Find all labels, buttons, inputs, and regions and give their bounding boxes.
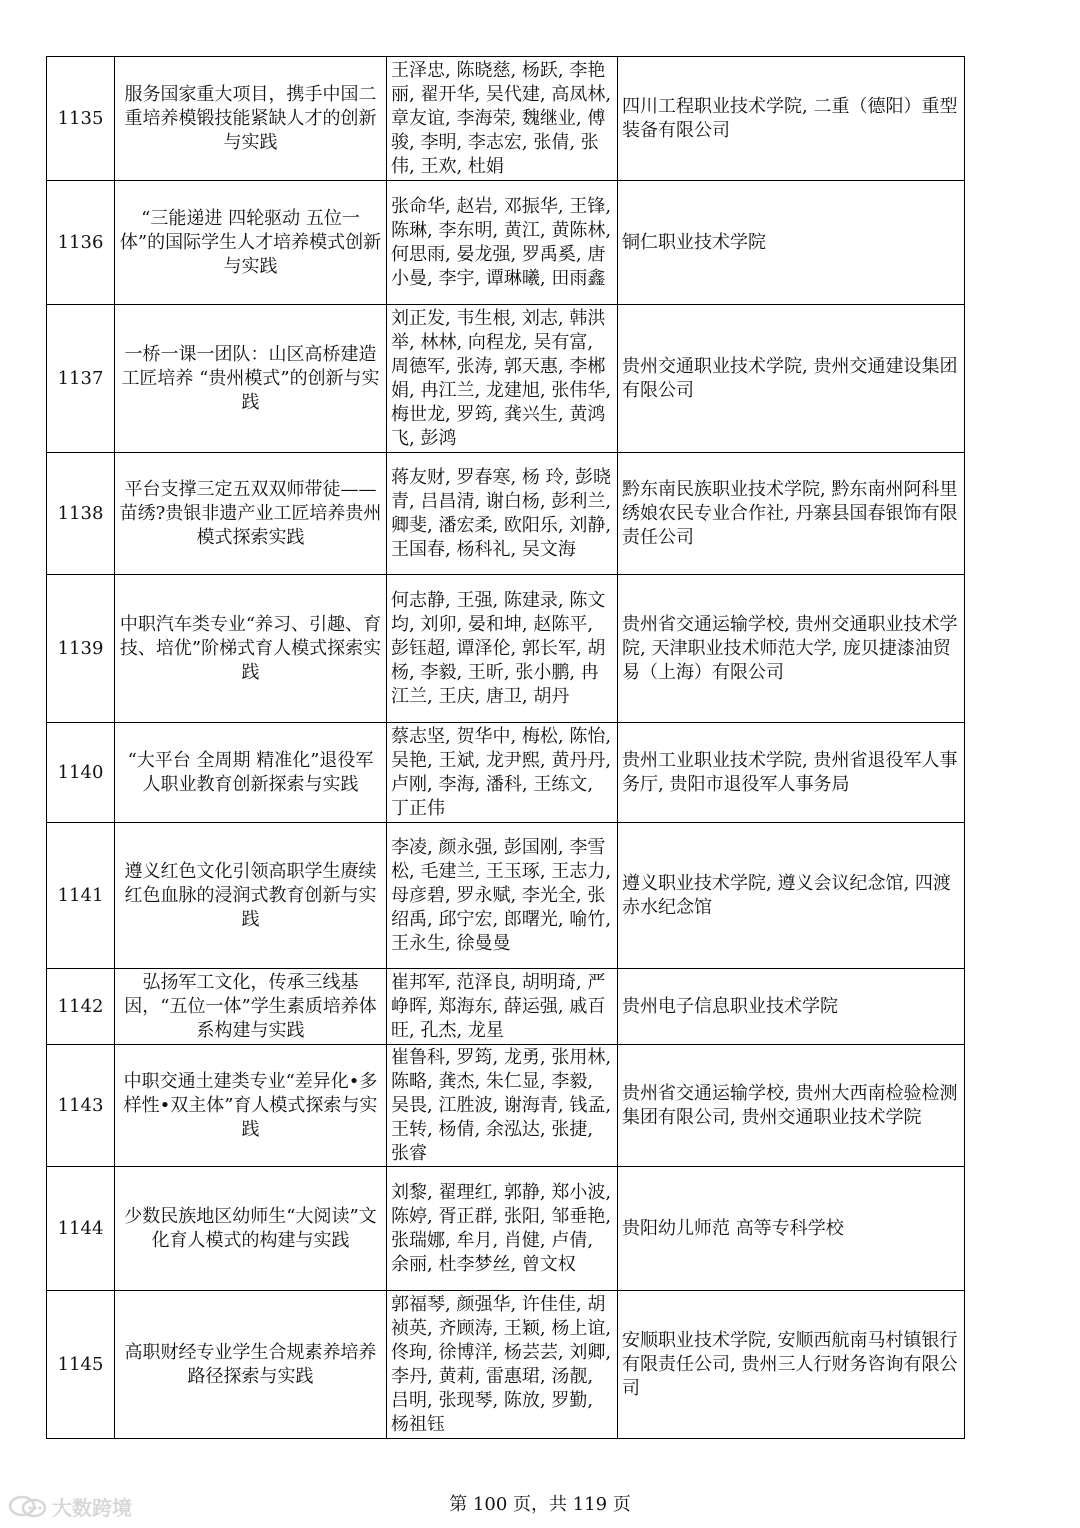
organization: 黔东南民族职业技术学院, 黔东南州阿科里绣娘农民专业合作社, 丹寨县国春银饰有限责任公司 <box>618 453 965 575</box>
project-title: 服务国家重大项目，携手中国二重培养模锻技能紧缺人才的创新与实践 <box>115 57 387 181</box>
table-row <box>47 453 965 575</box>
row-number: 1135 <box>47 57 115 181</box>
project-title: 高职财经专业学生合规素养培养路径探索与实践 <box>115 1291 387 1439</box>
table-row <box>47 1167 965 1291</box>
member-list: 崔鲁科, 罗筠, 龙勇, 张用林, 陈略, 龚杰, 朱仁显, 李毅, 吴畏, 江胜波, 谢海青, 钱孟, 王转, 杨倩, 余泓达, 张捷, 张睿 <box>387 1045 618 1167</box>
page-footer: 第 100 页，共 119 页 <box>449 1494 631 1515</box>
project-title: 中职交通土建类专业“差异化•多样性•双主体”育人模式探索与实践 <box>115 1045 387 1167</box>
organization: 贵州工业职业技术学院, 贵州省退役军人事务厅, 贵阳市退役军人事务局 <box>618 723 965 823</box>
table-row <box>47 1291 965 1439</box>
project-title: “三能递进 四轮驱动 五位一体”的国际学生人才培养模式创新与实践 <box>115 181 387 305</box>
row-number: 1136 <box>47 181 115 305</box>
member-list: 蒋友财, 罗春寒, 杨 玲, 彭晓青, 吕昌清, 谢白杨, 彭利兰, 卿斐, 潘宏柔, 欧阳乐, 刘静, 王国春, 杨科礼, 吴文海 <box>387 453 618 575</box>
organization: 贵阳幼儿师范 高等专科学校 <box>618 1167 965 1291</box>
table-row <box>47 181 965 305</box>
awards-table <box>46 56 965 1439</box>
organization: 安顺职业技术学院, 安顺西航南马村镇银行有限责任公司, 贵州三人行财务咨询有限公司 <box>618 1291 965 1439</box>
member-list: 何志静, 王强, 陈建录, 陈文均, 刘卯, 晏和坤, 赵陈平, 彭钰超, 谭泽伦, 郭长军, 胡杨, 李毅, 王昕, 张小鹏, 冉江兰, 王庆, 唐卫, 胡丹 <box>387 575 618 723</box>
row-number: 1143 <box>47 1045 115 1167</box>
member-list: 张命华, 赵岩, 邓振华, 王锋, 陈琳, 李东明, 黄江, 黄陈林, 何思雨, 晏龙强, 罗禹奚, 唐小曼, 李宇, 谭琳曦, 田雨鑫 <box>387 181 618 305</box>
row-number: 1138 <box>47 453 115 575</box>
row-number: 1140 <box>47 723 115 823</box>
member-list: 李凌, 颜永强, 彭国刚, 李雪松, 毛建兰, 王玉琢, 王志力, 母彦碧, 罗永赋, 李光全, 张绍禹, 邱宁宏, 郎曙光, 喻竹, 王永生, 徐曼曼 <box>387 823 618 969</box>
member-list: 崔邦军, 范泽良, 胡明琦, 严峥晖, 郑海东, 薛运强, 戚百旺, 孔杰, 龙星 <box>387 969 618 1045</box>
member-list: 蔡志坚, 贺华中, 梅松, 陈怡, 吴艳, 王斌, 龙尹熙, 黄丹丹, 卢刚, 李海, 潘科, 王练文, 丁正伟 <box>387 723 618 823</box>
member-list: 刘黎, 翟理红, 郭静, 郑小波, 陈婷, 胥正群, 张阳, 邹垂艳, 张瑞娜, 牟月, 肖健, 卢倩, 余丽, 杜李梦丝, 曾文权 <box>387 1167 618 1291</box>
watermark-text: 大数跨境 <box>52 1496 132 1520</box>
table-row <box>47 969 965 1045</box>
row-number: 1139 <box>47 575 115 723</box>
project-title: 平台支撑三定五双双师带徒——苗绣?贵银非遗产业工匠培养贵州模式探索实践 <box>115 453 387 575</box>
project-title: 少数民族地区幼师生“大阅读”文化育人模式的构建与实践 <box>115 1167 387 1291</box>
table-row <box>47 305 965 453</box>
member-list: 郭福琴, 颜强华, 许佳佳, 胡祯英, 齐顾涛, 王颖, 杨上谊, 佟珣, 徐博洋, 杨芸芸, 刘卿, 李丹, 黄莉, 雷惠珺, 汤靓, 吕明, 张现琴, 陈放, 罗勤, 杨祖钰 <box>387 1291 618 1439</box>
organization: 贵州省交通运输学校, 贵州大西南检验检测集团有限公司, 贵州交通职业技术学院 <box>618 1045 965 1167</box>
member-list: 刘正发, 韦生根, 刘志, 韩洪举, 林林, 向程龙, 吴有富, 周德军, 张涛, 郭天惠, 李郴娟, 冉江兰, 龙建旭, 张伟华, 梅世龙, 罗筠, 龚兴生, 黄鸿飞, 彭鸿 <box>387 305 618 453</box>
project-title: “大平台 全周期 精准化”退役军人职业教育创新探索与实践 <box>115 723 387 823</box>
project-title: 遵义红色文化引领高职学生赓续红色血脉的浸润式教育创新与实践 <box>115 823 387 969</box>
organization: 铜仁职业技术学院 <box>618 181 965 305</box>
organization: 四川工程职业技术学院, 二重（德阳）重型装备有限公司 <box>618 57 965 181</box>
table-row <box>47 575 965 723</box>
table-row <box>47 723 965 823</box>
row-number: 1144 <box>47 1167 115 1291</box>
organization: 贵州电子信息职业技术学院 <box>618 969 965 1045</box>
row-number: 1141 <box>47 823 115 969</box>
member-list: 王泽忠, 陈晓慈, 杨跃, 李艳丽, 翟开华, 吴代建, 高凤林, 章友谊, 李海荣, 魏继业, 傅骏, 李明, 李志宏, 张倩, 张伟, 王欢, 杜娟 <box>387 57 618 181</box>
row-number: 1142 <box>47 969 115 1045</box>
project-title: 一桥一课一团队：山区高桥建造工匠培养 “贵州模式”的创新与实践 <box>115 305 387 453</box>
row-number: 1137 <box>47 305 115 453</box>
organization: 遵义职业技术学院, 遵义会议纪念馆, 四渡赤水纪念馆 <box>618 823 965 969</box>
table-row <box>47 1045 965 1167</box>
table-row <box>47 823 965 969</box>
organization: 贵州省交通运输学校, 贵州交通职业技术学院, 天津职业技术师范大学, 庞贝捷漆油贸易（上海）有限公司 <box>618 575 965 723</box>
organization: 贵州交通职业技术学院, 贵州交通建设集团有限公司 <box>618 305 965 453</box>
project-title: 弘扬军工文化，传承三线基因，“五位一体”学生素质培养体系构建与实践 <box>115 969 387 1045</box>
project-title: 中职汽车类专业“养习、引趣、育技、培优”阶梯式育人模式探索实践 <box>115 575 387 723</box>
row-number: 1145 <box>47 1291 115 1439</box>
table-row <box>47 57 965 181</box>
